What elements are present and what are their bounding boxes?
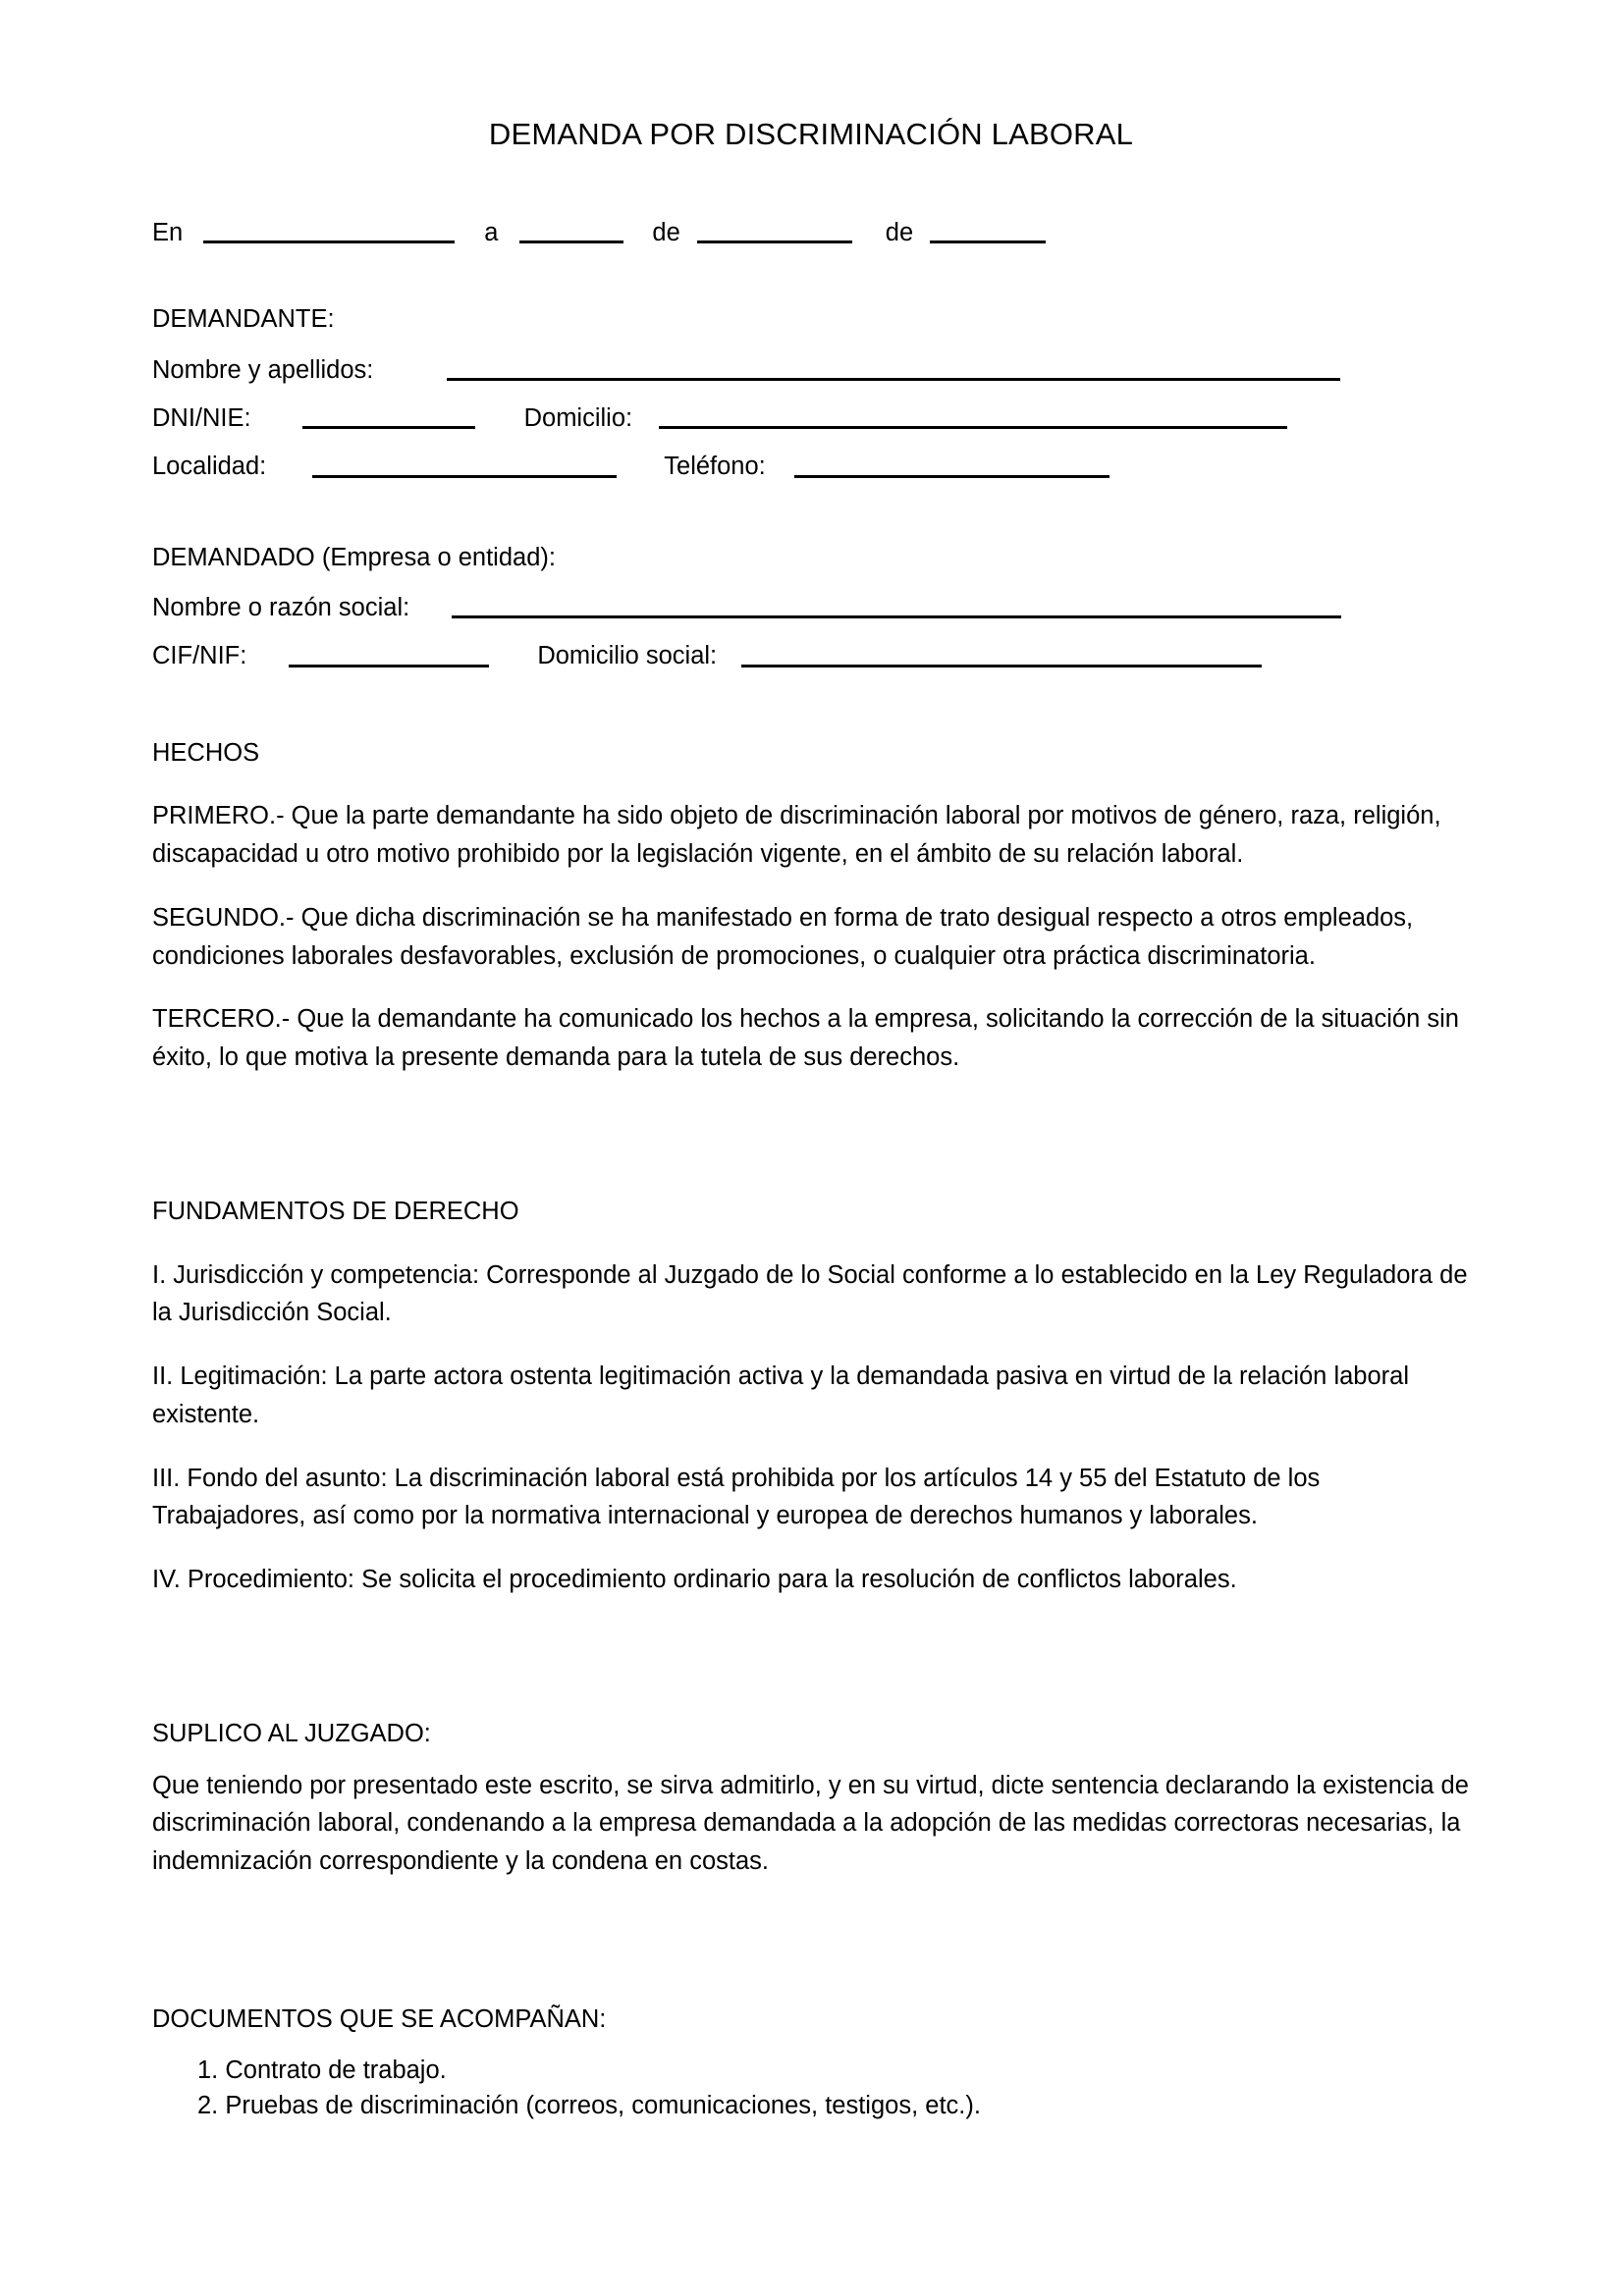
de-label-2: de: [885, 219, 914, 247]
year-input-rule[interactable]: [930, 240, 1046, 243]
de-label-1: de: [652, 219, 680, 247]
defendant-id-label: CIF/NIF:: [152, 642, 247, 670]
petition-heading: SUPLICO AL JUZGADO:: [152, 1719, 431, 1747]
petition-section: [152, 1715, 1470, 1881]
document-content: [152, 0, 1470, 2123]
plaintiff-name-label: Nombre y apellidos:: [152, 356, 374, 385]
plaintiff-phone-label: Teléfono:: [664, 453, 766, 481]
page-title: DEMANDA POR DISCRIMINACIÓN LABORAL: [488, 117, 1134, 151]
attachments-heading: DOCUMENTOS QUE SE ACOMPAÑAN:: [152, 2004, 607, 2033]
plaintiff-city-input[interactable]: [312, 474, 617, 478]
defendant-address-input[interactable]: [741, 664, 1262, 667]
plaintiff-address-input[interactable]: [659, 425, 1287, 429]
plaintiff-phone-input[interactable]: [794, 474, 1110, 478]
defendant-heading: DEMANDADO (Empresa o entidad):: [152, 543, 556, 571]
plaintiff-city-label: Localidad:: [152, 453, 267, 481]
attachments-section: [152, 2001, 1470, 2123]
legal-grounds-item-4: IV. Procedimiento: Se solicita el procedimiento ordinario para la resolución de conflictos laborales.: [152, 1566, 1237, 1594]
defendant-name-input[interactable]: [452, 614, 1341, 618]
plaintiff-section: [152, 300, 1470, 483]
plaintiff-heading: DEMANDANTE:: [152, 305, 335, 334]
plaintiff-address-label: Domicilio:: [523, 404, 633, 433]
place-date-line: [152, 217, 1470, 249]
list-item: 2. Pruebas de discriminación (correos, comunicaciones, testigos, etc.).: [197, 2091, 981, 2119]
facts-item-3: TERCERO.- Que la demandante ha comunicado los hechos a la empresa, solicitando la corrección de la situación sin éxito, lo que motiva la presente demanda para la tutela de sus derechos.: [152, 1005, 1459, 1072]
defendant-id-input[interactable]: [289, 664, 489, 667]
legal-grounds-item-2: II. Legitimación: La parte actora ostenta legitimación activa y la demandada pasiva en virtud de la relación laboral existente.: [152, 1362, 1409, 1428]
place-input-rule[interactable]: [203, 240, 455, 243]
defendant-name-row: [152, 592, 1470, 624]
legal-grounds-item-1: I. Jurisdicción y competencia: Corresponde al Juzgado de lo Social conforme a lo establecido en la Ley Reguladora de la Jurisdicción Social.: [152, 1260, 1468, 1327]
attachments-list: [152, 2053, 1470, 2123]
defendant-section: [152, 539, 1470, 673]
facts-item-2: SEGUNDO.- Que dicha discriminación se ha manifestado en forma de trato desigual respecto a otros empleados, condiciones laborales desfavorables, exclusión de promociones, o cualquier otra práctica discriminatoria.: [152, 903, 1414, 970]
defendant-id-row: [152, 640, 1470, 672]
legal-grounds-item-3: III. Fondo del asunto: La discriminación laboral está prohibida por los artículos 14 y 55 del Estatuto de los Trabajadores, así como por la normativa internacional y europea de derechos humanos y laborales.: [152, 1464, 1321, 1530]
legal-grounds-heading: FUNDAMENTOS DE DERECHO: [152, 1197, 519, 1225]
plaintiff-id-row: [152, 402, 1470, 435]
list-item: 1. Contrato de trabajo.: [197, 2056, 447, 2084]
en-label: En: [152, 219, 184, 247]
plaintiff-city-row: [152, 451, 1470, 483]
defendant-name-label: Nombre o razón social:: [152, 594, 410, 622]
petition-body: Que teniendo por presentado este escrito, se sirva admitirlo, y en su virtud, dicte sentencia declarando la existencia de discriminación laboral, condenando a la empresa demandada a la adopción de las medidas correctoras necesarias, la indemnización correspondiente y la condena en costas.: [152, 1771, 1469, 1876]
facts-item-1: PRIMERO.- Que la parte demandante ha sido objeto de discriminación laboral por motivos de género, raza, religión, discapacidad u otro motivo prohibido por la legislación vigente, en el ámbito de su relación laboral.: [152, 802, 1441, 869]
plaintiff-name-input[interactable]: [447, 377, 1340, 381]
defendant-address-label: Domicilio social:: [537, 642, 718, 670]
place-date-row: [152, 217, 1470, 249]
a-label: a: [484, 219, 499, 247]
legal-grounds-section: [152, 1193, 1470, 1599]
day-input-rule[interactable]: [519, 240, 623, 243]
facts-heading: HECHOS: [152, 738, 260, 767]
plaintiff-id-input[interactable]: [302, 425, 475, 429]
month-input-rule[interactable]: [697, 240, 852, 243]
plaintiff-id-label: DNI/NIE:: [152, 404, 251, 433]
plaintiff-name-row: [152, 354, 1470, 387]
facts-section: [152, 734, 1470, 1077]
